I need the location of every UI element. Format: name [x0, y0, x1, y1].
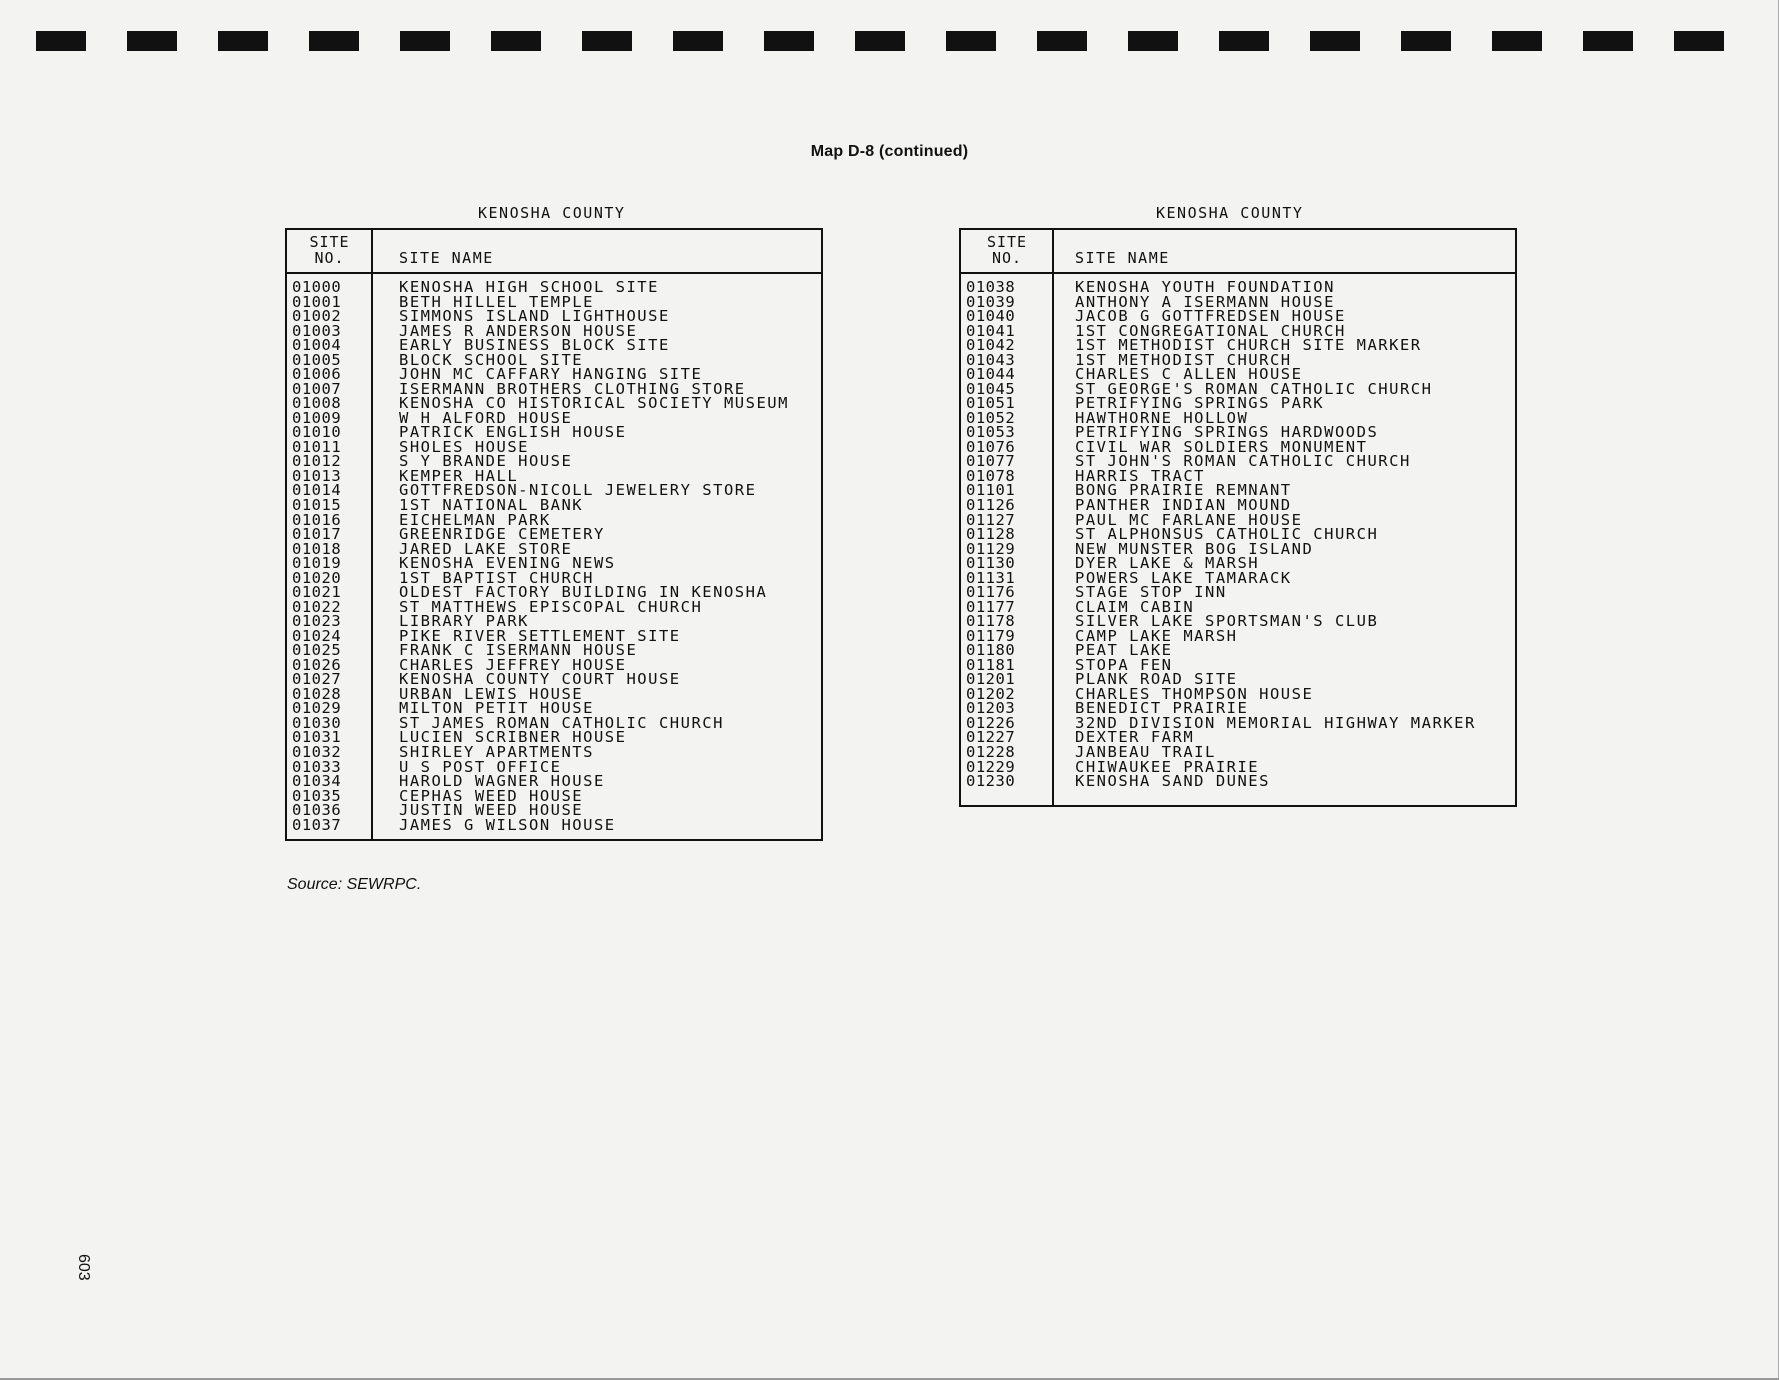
binding-hole: [1219, 31, 1269, 51]
site-name: 1ST BAPTIST CHURCH: [399, 568, 594, 587]
site-name: SHIRLEY APARTMENTS: [399, 743, 594, 761]
site-name: PIKE RIVER SETTLEMENT SITE: [399, 626, 681, 645]
site-number: 01053: [966, 423, 1016, 442]
binding-hole: [127, 31, 177, 51]
site-name: JOHN MC CAFFARY HANGING SITE: [399, 365, 703, 384]
site-name: CLAIM CABIN: [1075, 597, 1195, 616]
site-number: 01002: [292, 307, 342, 326]
column-header-site-no: SITE NO.: [986, 233, 1028, 267]
site-name: U S POST OFFICE: [399, 757, 562, 776]
site-name: PETRIFYING SPRINGS HARDWOODS: [1075, 423, 1379, 442]
site-number: 01040: [966, 307, 1016, 326]
site-name: SIMMONS ISLAND LIGHTHOUSE: [399, 307, 670, 326]
site-number: 01036: [292, 801, 342, 820]
site-name: CHARLES JEFFREY HOUSE: [399, 655, 627, 674]
site-name: W H ALFORD HOUSE: [399, 408, 573, 427]
site-number: 01179: [966, 626, 1016, 645]
site-number: 01033: [292, 757, 342, 776]
site-number: 01126: [966, 495, 1016, 514]
site-name: 1ST METHODIST CHURCH: [1075, 350, 1292, 369]
table-row: [961, 643, 1515, 658]
site-name: ST ALPHONSUS CATHOLIC CHURCH: [1075, 525, 1379, 544]
site-name: 1ST NATIONAL BANK: [399, 495, 584, 514]
page-title: Map D-8 (continued): [810, 143, 969, 160]
site-number: 01003: [292, 321, 342, 340]
site-name: URBAN LEWIS HOUSE: [399, 684, 584, 703]
site-number: 01017: [292, 525, 342, 544]
table-caption-county: KENOSHA COUNTY: [478, 204, 626, 222]
site-name: KENOSHA YOUTH FOUNDATION: [1075, 278, 1335, 296]
table-row: [961, 614, 1515, 629]
site-name: HAWTHORNE HOLLOW: [1075, 408, 1249, 427]
site-number: 01032: [292, 743, 342, 761]
site-name: BENEDICT PRAIRIE: [1075, 699, 1249, 718]
site-number: 01131: [966, 568, 1016, 587]
site-name: JANBEAU TRAIL: [1075, 743, 1216, 761]
table-body: [961, 280, 1515, 789]
site-number: 01015: [292, 495, 342, 514]
table-row: [287, 425, 821, 440]
site-name: ST MATTHEWS EPISCOPAL CHURCH: [399, 597, 703, 616]
binding-hole: [491, 31, 541, 51]
page-number: 603: [75, 1254, 92, 1281]
site-name: JUSTIN WEED HOUSE: [399, 801, 584, 820]
site-number: 01052: [966, 408, 1016, 427]
binding-hole: [36, 31, 86, 51]
site-number: 01016: [292, 510, 342, 529]
site-name: GOTTFREDSON-NICOLL JEWELERY STORE: [399, 481, 757, 500]
column-header-site-no: SITE NO.: [309, 233, 350, 267]
site-name: CHARLES C ALLEN HOUSE: [1075, 365, 1303, 384]
binding-hole: [946, 31, 996, 51]
binding-holes: [36, 31, 1730, 51]
site-name: 1ST CONGREGATIONAL CHURCH: [1075, 321, 1346, 340]
site-table-left: [285, 228, 823, 841]
site-name: KEMPER HALL: [399, 466, 519, 485]
site-name: JAMES R ANDERSON HOUSE: [399, 321, 638, 340]
site-number: 01045: [966, 379, 1016, 398]
site-name: EICHELMAN PARK: [399, 510, 551, 529]
site-number: 01044: [966, 365, 1016, 384]
source-note: Source: SEWRPC.: [287, 876, 422, 893]
site-name: BETH HILLEL TEMPLE: [399, 292, 594, 311]
site-number: 01024: [292, 626, 342, 645]
binding-hole: [218, 31, 268, 51]
table-header: [287, 230, 821, 274]
site-number: 01078: [966, 466, 1016, 485]
site-name: ST JAMES ROMAN CATHOLIC CHURCH: [399, 713, 724, 732]
site-number: 01039: [966, 292, 1016, 311]
site-number: 01021: [292, 583, 342, 602]
site-number: 01004: [292, 336, 342, 355]
site-number: 01005: [292, 350, 342, 369]
table-row: [287, 815, 821, 834]
site-number: 01023: [292, 612, 342, 631]
site-number: 01201: [966, 670, 1016, 689]
site-number: 01202: [966, 684, 1016, 703]
binding-hole: [1310, 31, 1360, 51]
table-row: [961, 730, 1515, 745]
site-name: KENOSHA SAND DUNES: [1075, 772, 1270, 791]
table-row: [961, 454, 1515, 469]
table-header: [961, 230, 1515, 274]
binding-hole: [1401, 31, 1451, 51]
site-name: SHOLES HOUSE: [399, 437, 529, 456]
site-name: LIBRARY PARK: [399, 612, 529, 631]
site-number: 01227: [966, 728, 1016, 747]
site-name: 1ST METHODIST CHURCH SITE MARKER: [1075, 336, 1422, 355]
site-name: LUCIEN SCRIBNER HOUSE: [399, 728, 627, 747]
site-number: 01009: [292, 408, 342, 427]
site-name: CEPHAS WEED HOUSE: [399, 786, 584, 805]
site-name: KENOSHA EVENING NEWS: [399, 554, 616, 573]
site-number: 01226: [966, 713, 1016, 732]
site-number: 01018: [292, 539, 342, 558]
site-number: 01030: [292, 713, 342, 732]
binding-hole: [1583, 31, 1633, 51]
site-number: 01203: [966, 699, 1016, 718]
site-name: CAMP LAKE MARSH: [1075, 626, 1238, 645]
table-row: [961, 626, 1515, 645]
site-name: STAGE STOP INN: [1075, 583, 1227, 602]
site-number: 01012: [292, 452, 342, 471]
table-row: [961, 774, 1515, 789]
site-number: 01127: [966, 510, 1016, 529]
site-name: NEW MUNSTER BOG ISLAND: [1075, 539, 1314, 558]
column-header-site-name: SITE NAME: [399, 249, 494, 267]
site-number: 01177: [966, 597, 1016, 616]
site-number: 01008: [292, 394, 342, 413]
site-name: BONG PRAIRIE REMNANT: [1075, 481, 1292, 500]
site-number: 01178: [966, 612, 1016, 631]
site-name: BLOCK SCHOOL SITE: [399, 350, 584, 369]
site-name: PLANK ROAD SITE: [1075, 670, 1238, 689]
column-header-site-name: SITE NAME: [1075, 249, 1170, 267]
site-number: 01076: [966, 437, 1016, 456]
site-number: 01128: [966, 525, 1016, 544]
site-name: S Y BRANDE HOUSE: [399, 452, 573, 471]
site-name: ST GEORGE'S ROMAN CATHOLIC CHURCH: [1075, 379, 1433, 398]
site-name: KENOSHA COUNTY COURT HOUSE: [399, 670, 681, 689]
table-row: [287, 495, 821, 514]
table-row: [961, 655, 1515, 674]
site-number: 01077: [966, 452, 1016, 471]
binding-hole: [1128, 31, 1178, 51]
site-name: PETRIFYING SPRINGS PARK: [1075, 394, 1325, 413]
binding-hole: [855, 31, 905, 51]
site-name: JARED LAKE STORE: [399, 539, 573, 558]
site-number: 01181: [966, 655, 1016, 674]
site-table-right: [959, 228, 1517, 807]
site-number: 01038: [966, 278, 1016, 296]
site-name: ST JOHN'S ROMAN CATHOLIC CHURCH: [1075, 452, 1411, 471]
site-name: GREENRIDGE CEMETERY: [399, 525, 605, 544]
site-number: 01014: [292, 481, 342, 500]
binding-hole: [673, 31, 723, 51]
table-row: [287, 597, 821, 616]
site-number: 01228: [966, 743, 1016, 761]
binding-hole: [400, 31, 450, 51]
binding-hole: [1037, 31, 1087, 51]
site-name: CIVIL WAR SOLDIERS MONUMENT: [1075, 437, 1368, 456]
site-name: 32ND DIVISION MEMORIAL HIGHWAY MARKER: [1075, 713, 1476, 732]
site-number: 01026: [292, 655, 342, 674]
site-name: PANTHER INDIAN MOUND: [1075, 495, 1292, 514]
site-name: HARRIS TRACT: [1075, 466, 1205, 485]
site-number: 01101: [966, 481, 1016, 500]
site-number: 01013: [292, 466, 342, 485]
site-name: HAROLD WAGNER HOUSE: [399, 772, 605, 791]
site-number: 01010: [292, 423, 342, 442]
site-number: 01230: [966, 772, 1016, 791]
site-name: KENOSHA HIGH SCHOOL SITE: [399, 278, 659, 296]
site-number: 01176: [966, 583, 1016, 602]
site-name: JAMES G WILSON HOUSE: [399, 815, 616, 834]
site-name: DEXTER FARM: [1075, 728, 1195, 747]
site-number: 01029: [292, 699, 342, 718]
site-number: 01022: [292, 597, 342, 616]
site-number: 01035: [292, 786, 342, 805]
table-row: [961, 585, 1515, 600]
binding-hole: [1492, 31, 1542, 51]
table-row: [961, 568, 1515, 587]
site-number: 01031: [292, 728, 342, 747]
site-name: OLDEST FACTORY BUILDING IN KENOSHA: [399, 583, 768, 602]
site-number: 01000: [292, 278, 342, 296]
binding-hole: [764, 31, 814, 51]
site-number: 01130: [966, 554, 1016, 573]
site-name: ANTHONY A ISERMANN HOUSE: [1075, 292, 1335, 311]
site-name: PEAT LAKE: [1075, 641, 1173, 660]
binding-hole: [1674, 31, 1724, 51]
site-name: EARLY BUSINESS BLOCK SITE: [399, 336, 670, 355]
site-name: ISERMANN BROTHERS CLOTHING STORE: [399, 379, 746, 398]
site-number: 01051: [966, 394, 1016, 413]
table-row: [961, 713, 1515, 732]
site-name: POWERS LAKE TAMARACK: [1075, 568, 1292, 587]
site-number: 01001: [292, 292, 342, 311]
site-number: 01229: [966, 757, 1016, 776]
site-number: 01041: [966, 321, 1016, 340]
site-number: 01042: [966, 336, 1016, 355]
site-number: 01007: [292, 379, 342, 398]
site-number: 01011: [292, 437, 342, 456]
site-name: JACOB G GOTTFREDSEN HOUSE: [1075, 307, 1346, 326]
table-caption-county: KENOSHA COUNTY: [1156, 204, 1304, 222]
table-row: [287, 454, 821, 469]
site-number: 01037: [292, 815, 342, 834]
table-body: [287, 280, 821, 832]
site-name: PATRICK ENGLISH HOUSE: [399, 423, 627, 442]
binding-hole: [309, 31, 359, 51]
site-name: CHIWAUKEE PRAIRIE: [1075, 757, 1260, 776]
site-number: 01043: [966, 350, 1016, 369]
site-number: 01129: [966, 539, 1016, 558]
site-name: CHARLES THOMPSON HOUSE: [1075, 684, 1314, 703]
site-number: 01034: [292, 772, 342, 791]
site-name: MILTON PETIT HOUSE: [399, 699, 594, 718]
site-number: 01020: [292, 568, 342, 587]
site-number: 01025: [292, 641, 342, 660]
site-name: KENOSHA CO HISTORICAL SOCIETY MUSEUM: [399, 394, 789, 413]
site-number: 01180: [966, 641, 1016, 660]
site-name: PAUL MC FARLANE HOUSE: [1075, 510, 1303, 529]
site-number: 01006: [292, 365, 342, 384]
site-name: DYER LAKE & MARSH: [1075, 554, 1260, 573]
binding-hole: [582, 31, 632, 51]
site-number: 01019: [292, 554, 342, 573]
site-name: SILVER LAKE SPORTSMAN'S CLUB: [1075, 612, 1379, 631]
site-name: STOPA FEN: [1075, 655, 1173, 674]
site-name: FRANK C ISERMANN HOUSE: [399, 641, 638, 660]
site-number: 01027: [292, 670, 342, 689]
site-number: 01028: [292, 684, 342, 703]
